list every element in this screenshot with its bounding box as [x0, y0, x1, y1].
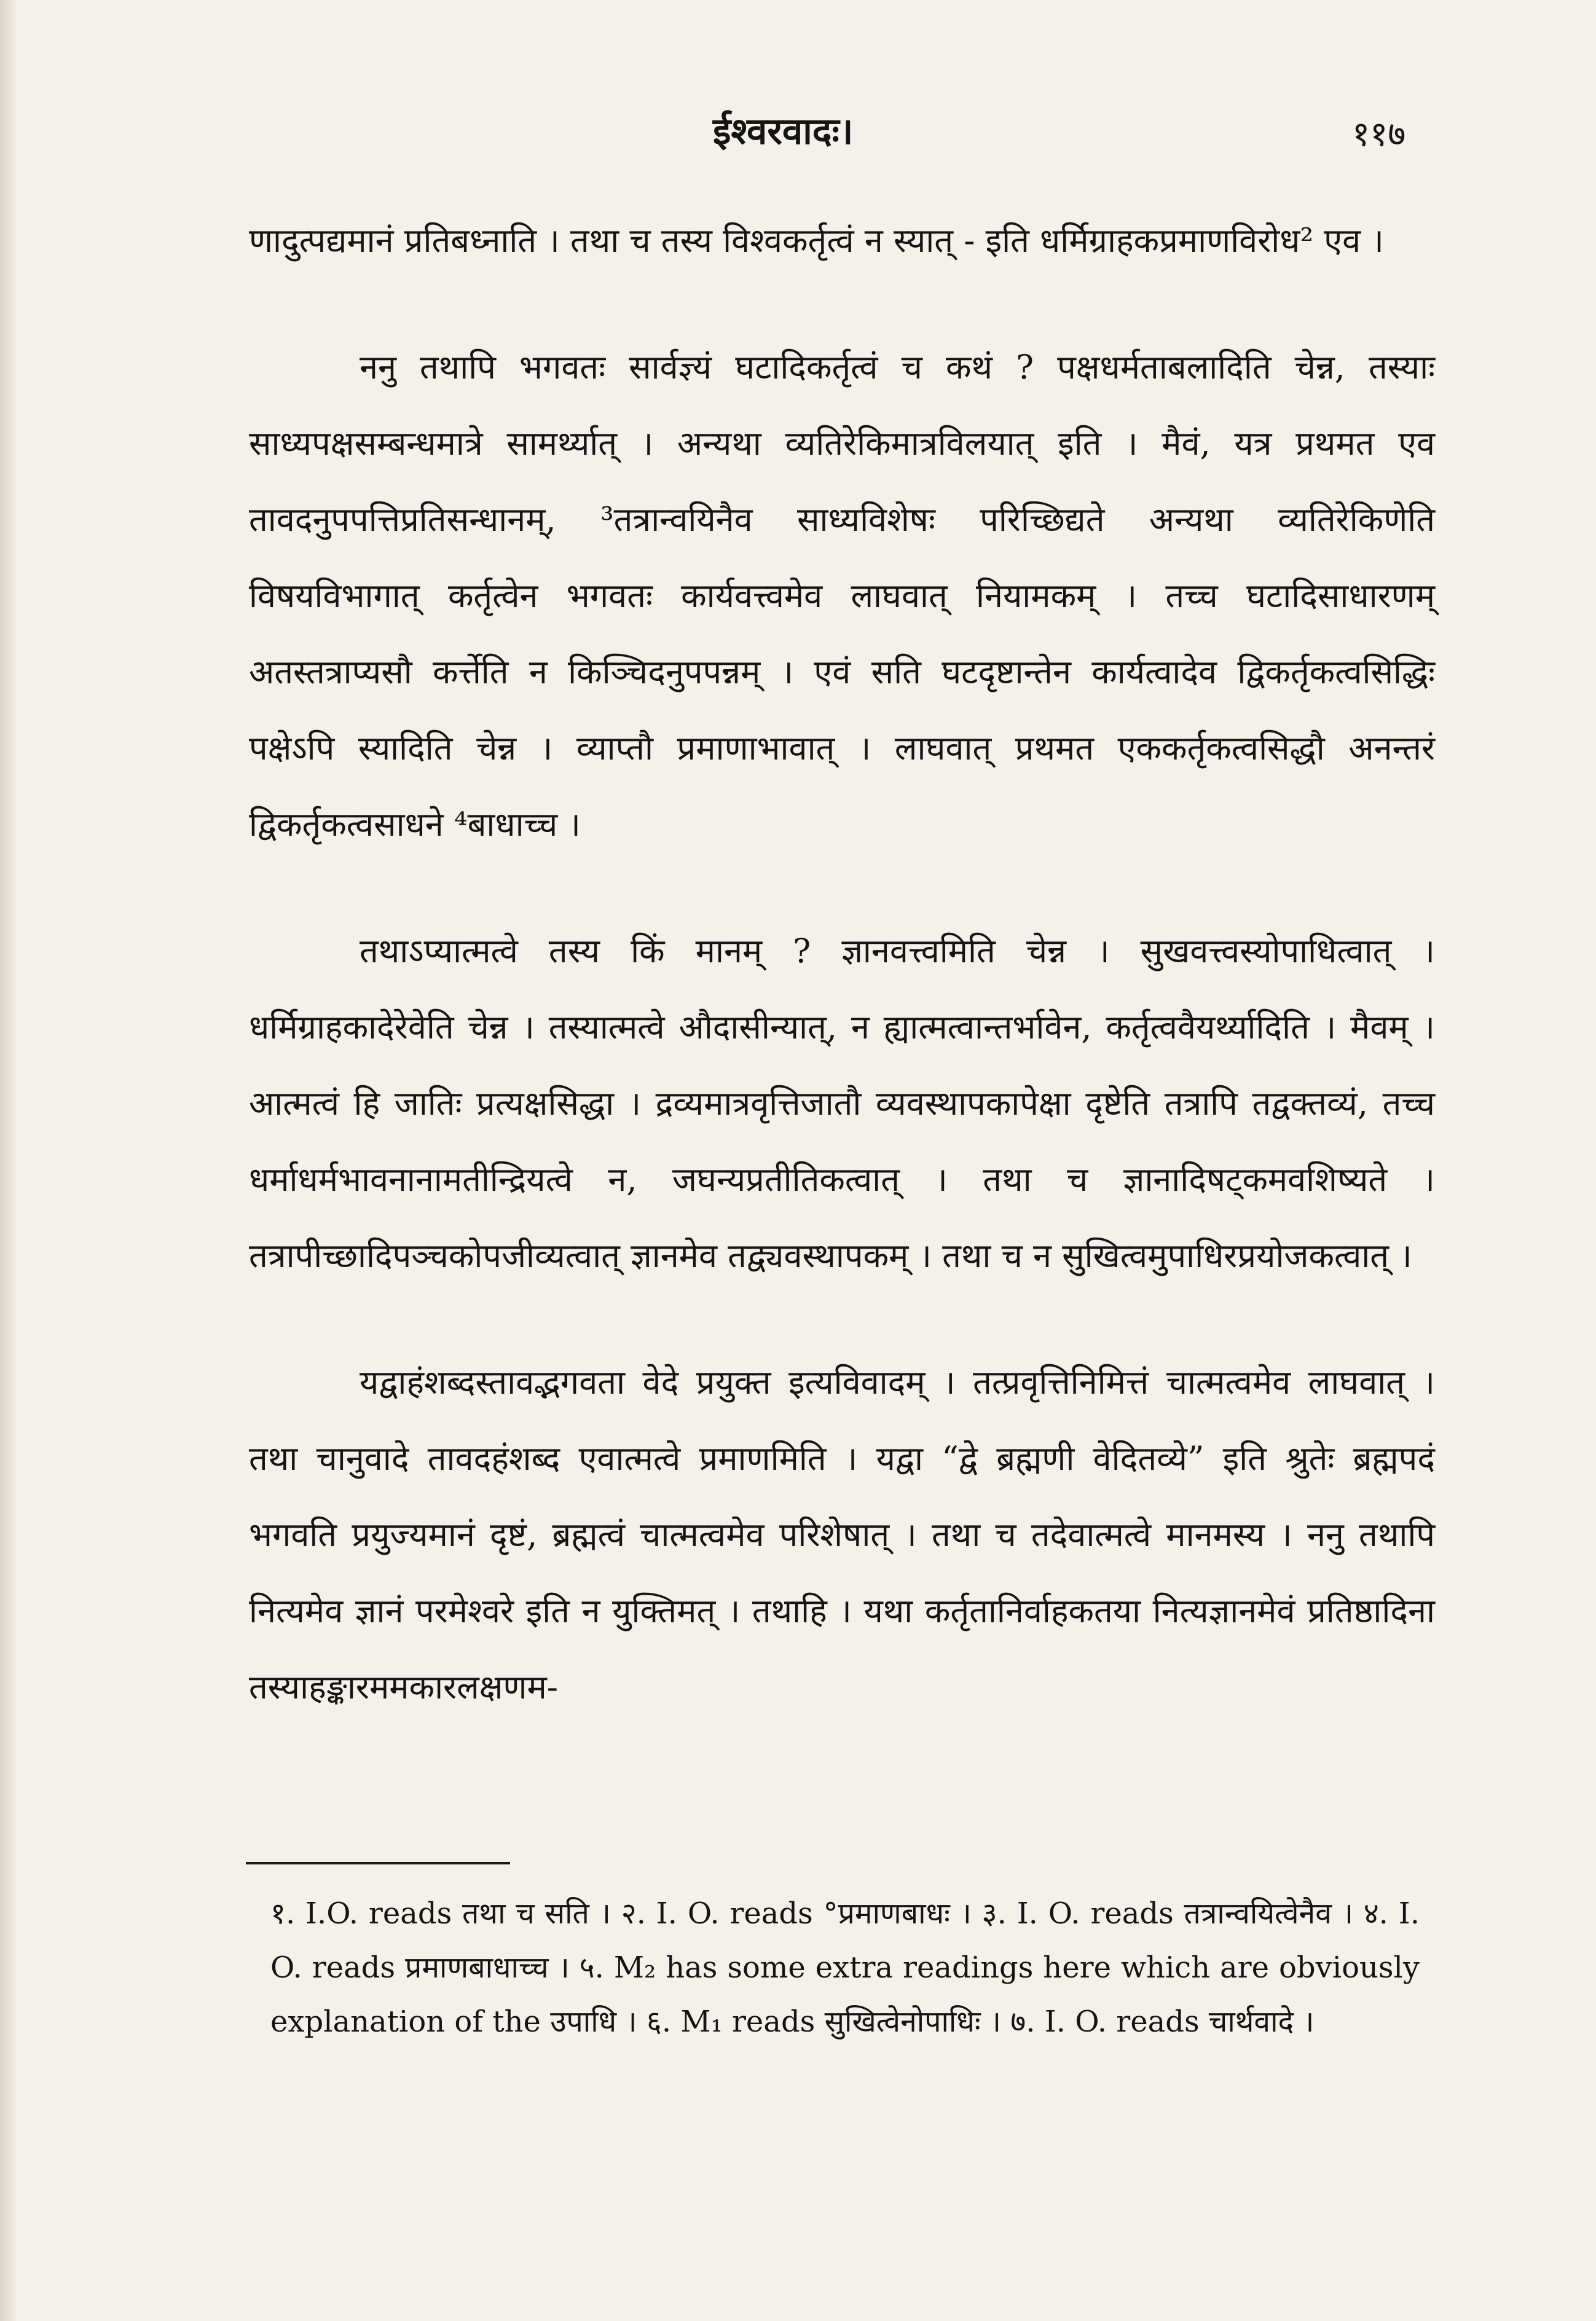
running-head: ईश्वरवादः। [713, 110, 854, 153]
paragraph-2: ननु तथापि भगवतः सार्वज्ञ्यं घटादिकर्तृत्वं च कथं ? पक्षधर्मताबलादिति चेन्न, तस्याः साध्यपक्षसम्बन्धमात्रे सामर्थ्यात् । अन्यथा व्यतिरेकिमात्रविलयात् इति । मैवं, यत्र प्रथमत एव तावदनुपपत्तिप्रतिसन्धानम्, ³तत्रान्वयिनैव साध्यविशेषः परिच्छिद्यते अन्यथा व्यतिरेकिणेति विषयविभागात् कर्तृत्वेन भगवतः कार्यवत्त्वमेव लाघवात् नियामकम् । तच्च घटादिसाधारणम् अतस्तत्राप्यसौ कर्त्तेति न किञ्चिदनुपपन्नम् । एवं सति घटदृष्टान्तेन कार्यत्वादेव द्विकर्तृकत्वसिद्धिः पक्षेऽपि स्यादिति चेन्न । व्याप्तौ प्रमाणाभावात् । लाघवात् प्रथमत एककर्तृकत्वसिद्धौ अनन्तरं द्विकर्तृकत्वसाधने ⁴बाधाच्च । [249, 348, 1435, 844]
footnote-divider [246, 1862, 510, 1864]
body-text [249, 203, 1435, 1726]
page-edge-shadow [0, 0, 17, 2321]
paragraph-1: णादुत्पद्यमानं प्रतिबध्नाति । तथा च तस्य विश्वकर्तृत्वं न स्यात् - इति धर्मिग्राहकप्रमाणविरोध² एव । [249, 221, 1384, 260]
footnotes: १. I.O. reads तथा च सति । २. I. O. reads °प्रमाणबाधः । ३. I. O. reads तत्रान्वयित्वेनैव । ४. I. O. reads प्रमाणबाधाच्च । ५. M₂ has some extra readings here which are obviously explanation of the उपाधि । ६. M₁ reads सुखित्वेनोपाधिः । ७. I. O. reads चार्थवादे । [270, 1896, 1420, 2039]
paragraph-3: तथाऽप्यात्मत्वे तस्य किं मानम् ? ज्ञानवत्त्वमिति चेन्न । सुखवत्त्वस्योपाधित्वात् । धर्मिग्राहकादेरेवेति चेन्न । तस्यात्मत्वे औदासीन्यात्, न ह्यात्मत्वान्तर्भावेन, कर्तृत्ववैयर्थ्यादिति । मैवम् । आत्मत्वं हि जातिः प्रत्यक्षसिद्धा । द्रव्यमात्रवृत्तिजातौ व्यवस्थापकापेक्षा दृष्टेति तत्रापि तद्वक्तव्यं, तच्च धर्माधर्मभावनानामतीन्द्रियत्वे न, जघन्यप्रतीतिकत्वात् । तथा च ज्ञानादिषट्कमवशिष्यते । तत्रापीच्छादिपञ्चकोपजीव्यत्वात् ज्ञानमेव तद्व्यवस्थापकम् । तथा च न सुखित्वमुपाधिरप्रयोजकत्वात् । [249, 932, 1435, 1275]
page-number: ११७ [1352, 114, 1406, 154]
paragraph-4: यद्वाहंशब्दस्तावद्भगवता वेदे प्रयुक्त इत्यविवादम् । तत्प्रवृत्तिनिमित्तं चात्मत्वमेव लाघवात् । तथा चानुवादे तावदहंशब्द एवात्मत्वे प्रमाणमिति । यद्वा “द्वे ब्रह्मणी वेदितव्ये” इति श्रुतेः ब्रह्मपदं भगवति प्रयुज्यमानं दृष्टं, ब्रह्मत्वं चात्मत्वमेव परिशेषात् । तथा च तदेवात्मत्वे मानमस्य । ननु तथापि नित्यमेव ज्ञानं परमेश्वरे इति न युक्तिमत् । तथाहि । यथा कर्तृतानिर्वाहकतया नित्यज्ञानमेवं प्रतिष्ठादिना तस्याहङ्कारममकारलक्षणम- [249, 1363, 1435, 1706]
